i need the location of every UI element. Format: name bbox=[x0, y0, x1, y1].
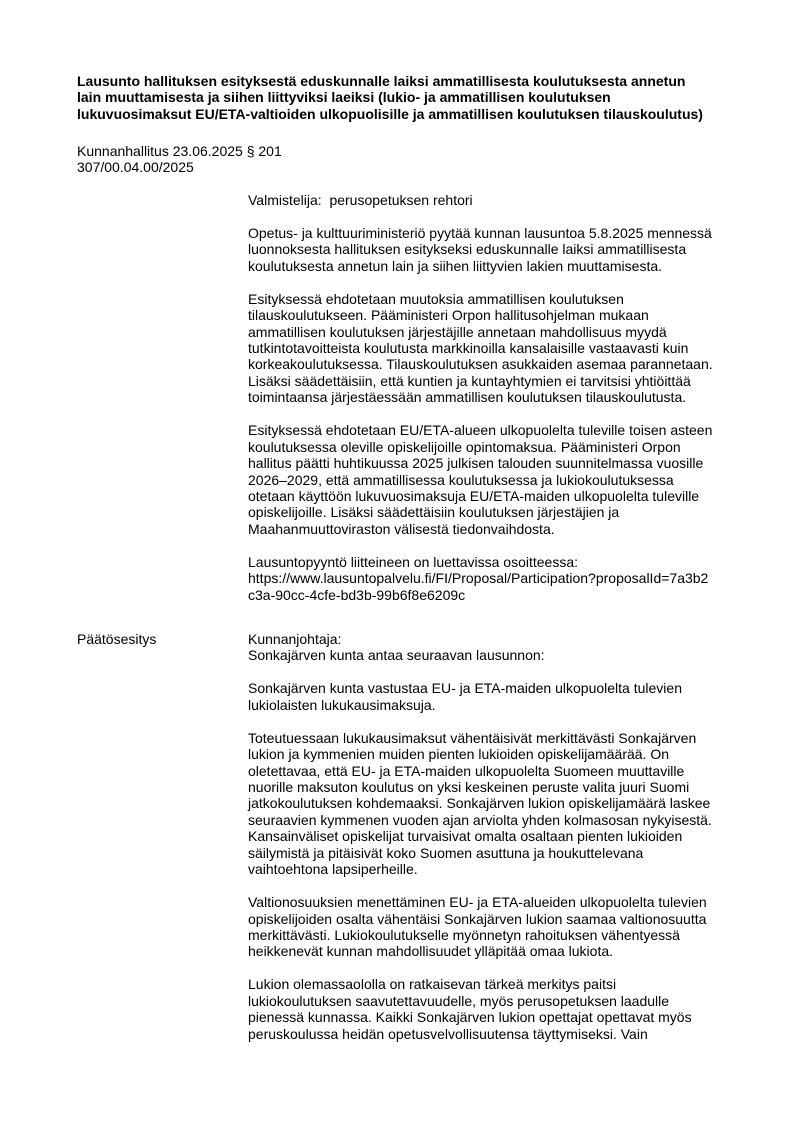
text-line: toimintaansa järjestäessään ammatillisen koulutuksen tilauskoulutusta. bbox=[248, 389, 687, 406]
text-line: Lausuntopyyntö liitteineen on luettavissa osoitteessa: bbox=[248, 553, 578, 570]
text-line: koulutuksessa oleville opiskelijoille opintomaksua. Pääministeri Orpon bbox=[248, 438, 681, 455]
intro-section bbox=[248, 192, 748, 619]
text-line: tutkintotavoitteista koulutusta markkinoilla kansalaisille vastaavasti kuin bbox=[248, 339, 689, 356]
text-line: Kansainväliset opiskelijat turvaisivat omalta osaltaan pienten lukioiden bbox=[248, 828, 683, 845]
intro-paragraph bbox=[248, 422, 748, 537]
record-number: 307/00.04.00/2025 bbox=[77, 159, 194, 176]
meeting-meta bbox=[77, 143, 477, 176]
intro-paragraph bbox=[248, 291, 748, 406]
text-line: heikkenevät kunnan mahdollisuudet ylläpitää omaa lukiota. bbox=[248, 943, 614, 960]
presenter: Kunnanjohtaja: bbox=[248, 631, 342, 647]
preparer-label: Valmistelija: bbox=[248, 192, 322, 208]
decision-paragraph bbox=[248, 976, 748, 1042]
text-line: Toteutuessaan lukukausimaksut vähentäisivät merkittävästi Sonkajärven bbox=[248, 729, 697, 746]
title-line: lain muuttamisesta ja siihen liittyviksi laeiksi (lukio- ja ammatillisen koulutuksen bbox=[77, 89, 611, 106]
text-line: seuraavien kymmenen vuoden ajan arviolta yhden kolmasosan nykyisestä. bbox=[248, 811, 712, 828]
text-line: Sonkajärven kunta vastustaa EU- ja ETA-maiden ulkopuolelta tulevien bbox=[248, 680, 682, 697]
title-line: Lausunto hallituksen esityksestä eduskunnalle laiksi ammatillisesta koulutuksesta annetun bbox=[77, 73, 686, 89]
document-title bbox=[77, 73, 757, 122]
decision-paragraph bbox=[248, 894, 748, 960]
proposal-link-line[interactable]: https://www.lausuntopalvelu.fi/FI/Proposal/Participation?proposalId=7a3b2 bbox=[248, 570, 709, 587]
preparer-value: perusopetuksen rehtori bbox=[329, 192, 473, 208]
text-line: Maahanmuuttoviraston välisestä tiedonvaihdosta. bbox=[248, 520, 555, 537]
text-line: nuorille maksuton koulutus on yksi keskeinen peruste valita juuri Suomi bbox=[248, 778, 690, 795]
decision-paragraph bbox=[248, 730, 748, 878]
text-line: opiskelijoille. Lisäksi säädettäisiin koulutuksen järjestäjien ja bbox=[248, 504, 620, 521]
meeting-reference: Kunnanhallitus 23.06.2025 § 201 bbox=[77, 143, 282, 159]
preparer-line bbox=[248, 192, 748, 208]
text-line: luonnoksesta hallituksen esitykseksi eduskunnalle laiksi ammatillisesta bbox=[248, 241, 687, 258]
text-line: vaihtoehtona lapsiperheille. bbox=[248, 861, 418, 878]
text-line: Lisäksi säädettäisiin, että kuntien ja kuntayhtymien ei tarvitsisi yhtiöittää bbox=[248, 372, 691, 389]
statement-intro: Sonkajärven kunta antaa seuraavan lausunnon: bbox=[248, 647, 545, 664]
text-line: Lukion olemassaololla on ratkaisevan tärkeä merkitys paitsi bbox=[248, 976, 617, 993]
decision-paragraph bbox=[248, 680, 748, 713]
text-line: lukiokoulutuksen saavutettavuudelle, myös perusopetuksen laadulle bbox=[248, 992, 670, 1009]
proposal-link-line[interactable]: c3a-90cc-4cfe-bd3b-99b6f8e6209c bbox=[248, 586, 466, 603]
text-line: tilauskoulutukseen. Pääministeri Orpon hallitusohjelman mukaan bbox=[248, 307, 649, 324]
text-line: merkittävästi. Lukiokoulutukselle myönnetyn rahoituksen vähentyessä bbox=[248, 926, 680, 943]
decision-section bbox=[248, 631, 748, 1058]
text-line: koulutuksesta annetun lain ja siihen liittyvien lakien muuttamisesta. bbox=[248, 257, 663, 274]
title-line: lukuvuosimaksut EU/ETA-valtioiden ulkopuolisille ja ammatillisen koulutuksen tilauskoulutus) bbox=[77, 105, 703, 122]
decision-label: Päätösesitys bbox=[77, 631, 157, 647]
intro-paragraph bbox=[248, 225, 748, 274]
text-line: Valtionosuuksien menettäminen EU- ja ETA-alueiden ulkopuolelta tulevien bbox=[248, 894, 707, 911]
text-line: otetaan käyttöön lukuvuosimaksuja EU/ETA-maiden ulkopuolelta tuleville bbox=[248, 487, 700, 504]
text-line: lukiolaisten lukukausimaksuja. bbox=[248, 696, 436, 713]
text-line: korkeakoulutuksessa. Tilauskoulutuksen asukkaiden asemaa parannetaan. bbox=[248, 356, 713, 373]
text-line: lukion ja kymmenien muiden pienten lukioiden opiskelijamäärää. On bbox=[248, 746, 670, 763]
decision-intro bbox=[248, 631, 748, 664]
text-line: 2026–2029, että ammatillisessa koulutuksessa ja lukiokoulutuksessa bbox=[248, 471, 674, 488]
text-line: jatkokoulutuksen kohdemaaksi. Sonkajärven lukion opiskelijamäärä laskee bbox=[248, 795, 711, 812]
text-line: ammatillisen koulutuksen järjestäjille annetaan mahdollisuus myydä bbox=[248, 323, 667, 340]
text-line: säilymistä ja pitäisivät koko Suomen asuttuna ja houkuttelevana bbox=[248, 844, 644, 861]
intro-paragraph bbox=[248, 554, 748, 603]
text-line: opiskelijoiden osalta vähentäisi Sonkajärven lukion saamaa valtionosuutta bbox=[248, 910, 707, 927]
text-line: Esityksessä ehdotetaan muutoksia ammatillisen koulutuksen bbox=[248, 290, 624, 307]
text-line: pienessä kunnassa. Kaikki Sonkajärven lukion opettajat opettavat myös bbox=[248, 1009, 692, 1026]
text-line: peruskoulussa heidän opetusvelvollisuutensa täyttymiseksi. Vain bbox=[248, 1025, 648, 1042]
text-line: Esityksessä ehdotetaan EU/ETA-alueen ulkopuolelta tuleville toisen asteen bbox=[248, 422, 713, 439]
text-line: Opetus- ja kulttuuriministeriö pyytää kunnan lausuntoa 5.8.2025 mennessä bbox=[248, 224, 712, 241]
text-line: hallitus päätti huhtikuussa 2025 julkisen talouden suunnitelmassa vuosille bbox=[248, 455, 704, 472]
text-line: oletettavaa, että EU- ja ETA-maiden ulkopuolelta Suomeen muuttaville bbox=[248, 762, 685, 779]
